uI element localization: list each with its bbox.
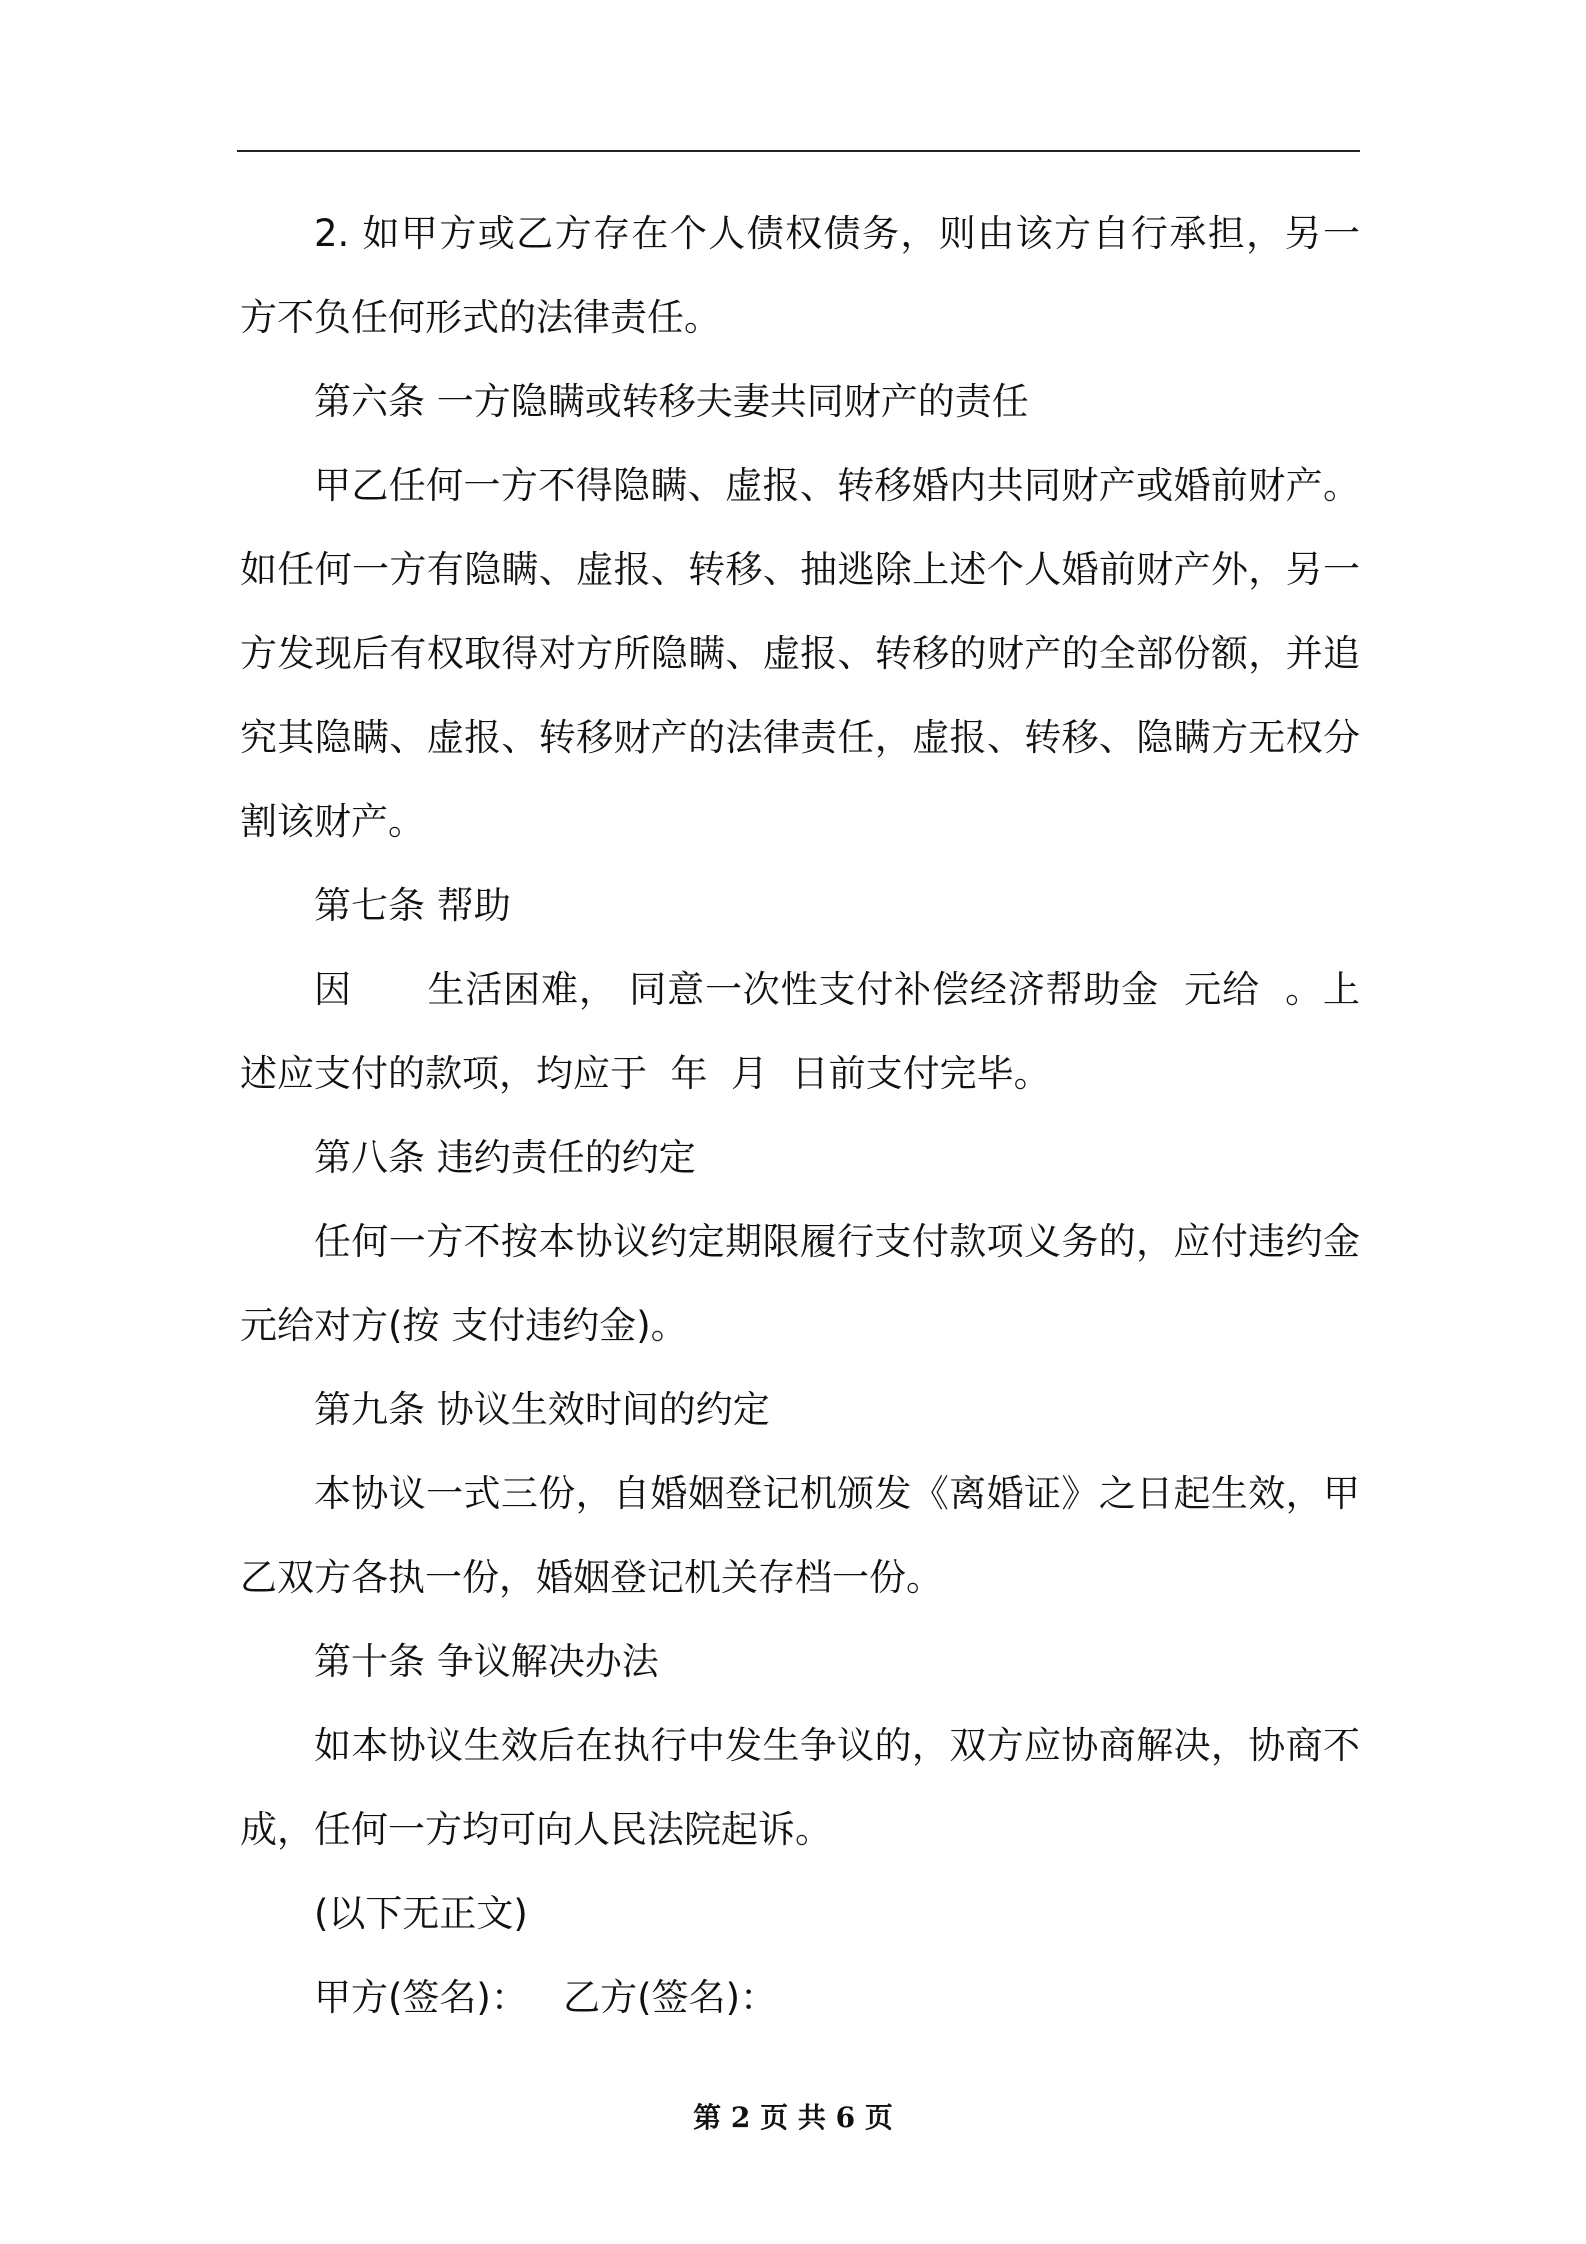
page-number-footer: 第 2 页 共 6 页 bbox=[693, 2101, 893, 2134]
article-6-heading: 第六条 一方隐瞒或转移夫妻共同财产的责任 bbox=[314, 380, 1029, 423]
no-further-text: (以下无正文) bbox=[314, 1892, 528, 1935]
document-body bbox=[240, 192, 1360, 2040]
article-7-body: 因 生活困难， 同意一次性支付补偿经济帮助金 元给 。上述应支付的款项，均应于 年 月 日前支付完毕。 bbox=[240, 968, 1360, 1095]
article-8-body: 任何一方不按本协议约定期限履行支付款项义务的，应付违约金元给对方(按 支付违约金)。 bbox=[240, 1220, 1360, 1347]
article-10-heading: 第十条 争议解决办法 bbox=[314, 1640, 659, 1683]
header-rule bbox=[237, 150, 1360, 152]
signature-line: 甲方(签名)： 乙方(签名)： bbox=[314, 1976, 778, 2019]
article-9-body: 本协议一式三份，自婚姻登记机颁发《离婚证》之日起生效，甲乙双方各执一份，婚姻登记机关存档一份。 bbox=[240, 1472, 1360, 1599]
article-8-heading: 第八条 违约责任的约定 bbox=[314, 1136, 696, 1179]
article-10-body: 如本协议生效后在执行中发生争议的，双方应协商解决，协商不成，任何一方均可向人民法院起诉。 bbox=[240, 1724, 1360, 1851]
article-7-heading: 第七条 帮助 bbox=[314, 884, 511, 927]
article-6-body: 甲乙任何一方不得隐瞒、虚报、转移婚内共同财产或婚前财产。如任何一方有隐瞒、虚报、转移、抽逃除上述个人婚前财产外，另一方发现后有权取得对方所隐瞒、虚报、转移的财产的全部份额，并追究其隐瞒、虚报、转移财产的法律责任，虚报、转移、隐瞒方无权分割该财产。 bbox=[240, 464, 1360, 843]
clause-5-item-2: 2. 如甲方或乙方存在个人债权债务，则由该方自行承担，另一方不负任何形式的法律责任。 bbox=[240, 212, 1360, 339]
article-9-heading: 第九条 协议生效时间的约定 bbox=[314, 1388, 770, 1431]
